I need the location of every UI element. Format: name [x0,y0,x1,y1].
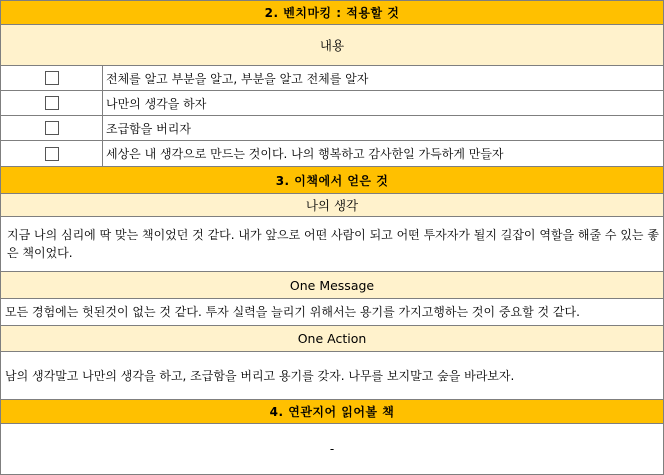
my-thoughts-body [1,217,663,272]
one-action-text: 남의 생각말고 나만의 생각을 하고, 조급함을 버리고 용기를 갖자. 나무를 보지말고 숲을 바라보자. [5,368,515,383]
content-header [1,25,663,66]
checkbox[interactable] [45,71,59,85]
one-message-header [1,272,663,299]
section4-title-text: 4. 연관지어 읽어볼 책 [269,405,395,419]
one-action-header-text: One Action [297,331,367,346]
checklist-item [1,141,663,167]
checkbox[interactable] [45,96,59,110]
section2-title-text: 2. 벤치마킹 : 적용할 것 [264,6,400,20]
checklist-item [1,66,663,91]
related-books-body [1,424,663,474]
section4-title [1,400,663,424]
checkbox-cell [1,66,103,90]
content-header-text: 내용 [319,38,345,53]
checkbox-cell [1,116,103,140]
checkbox[interactable] [45,121,59,135]
checklist-item-text: 전체를 알고 부분을 알고, 부분을 알고 전체를 알자 [106,71,369,86]
checklist-item [1,91,663,116]
checklist-item [1,116,663,141]
checklist-item-text: 조급함을 버리자 [106,121,191,136]
checkbox-cell [1,91,103,115]
my-thoughts-text: 지금 나의 심리에 딱 맞는 책이었던 것 같다. 내가 앞으로 어떤 사람이 되고 어떤 투자자가 될지 길잡이 역할을 해줄 수 있는 좋은 책이었다. [7,228,659,260]
checklist-item-text: 나만의 생각을 하자 [106,96,207,111]
one-message-header-text: One Message [289,277,375,293]
one-message-text: 모든 경험에는 헛된것이 없는 것 같다. 투자 실력을 늘리기 위해서는 용기를 가지고행하는 것이 중요할 것 같다. [5,305,580,319]
one-action-header [1,326,663,352]
my-thoughts-header [1,194,663,217]
one-message-body [1,299,663,326]
related-books-text: - [329,442,335,456]
section3-title [1,167,663,194]
checklist-item-text: 세상은 내 생각으로 만드는 것이다. 나의 행복하고 감사한일 가득하게 만들자 [106,147,504,161]
checkbox-cell [1,141,103,166]
checkbox[interactable] [45,147,59,161]
my-thoughts-header-text: 나의 생각 [305,198,359,213]
section2-title [1,1,663,25]
section3-title-text: 3. 이책에서 얻은 것 [275,173,389,188]
one-action-body [1,352,663,400]
